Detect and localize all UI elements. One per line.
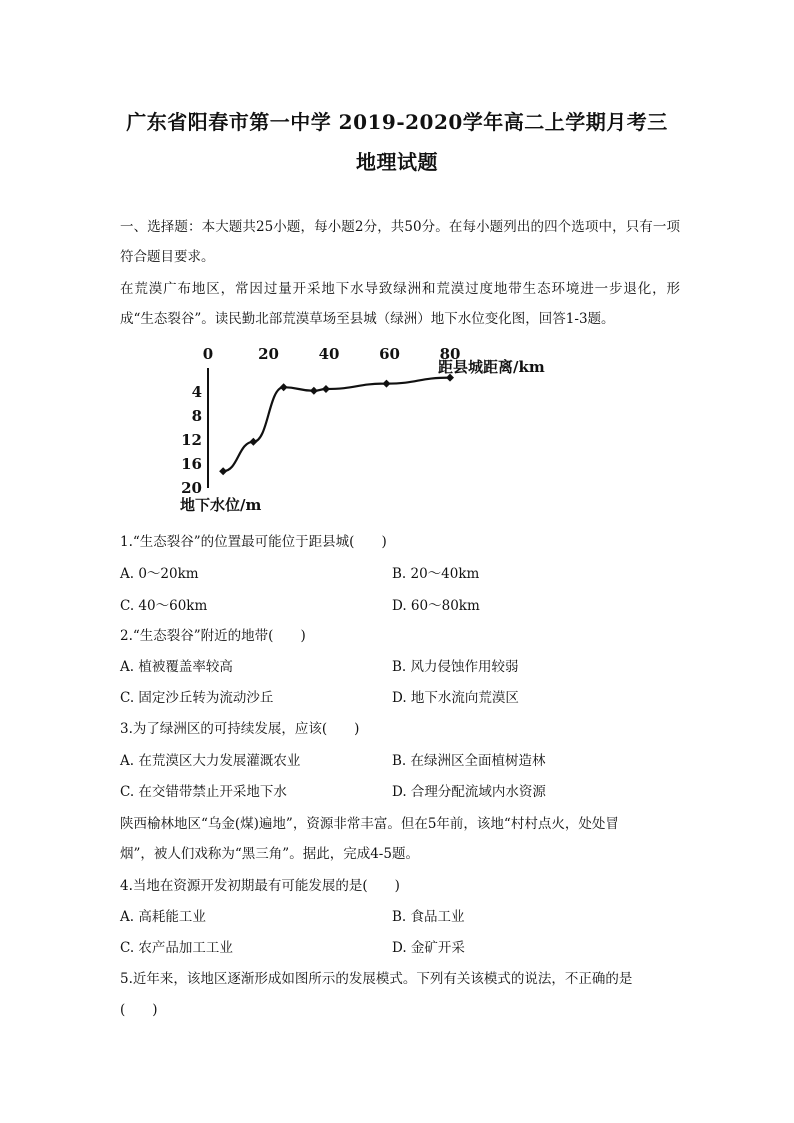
question-4: 4.当地在资源开发初期最有可能发展的是( ) <box>120 878 400 894</box>
q2-option-c[interactable]: C. 固定沙丘转为流动沙丘 <box>120 690 274 706</box>
material-2-line-2: 烟”，被人们戏称为“黑三角”。据此，完成4-5题。 <box>120 846 419 862</box>
y-tick-label: 4 <box>191 383 202 401</box>
y-axis-label: 地下水位/m <box>180 496 262 514</box>
material-1-text: 在荒漠广布地区，常因过量开采地下水导致绿洲和荒漠过度地带生态环境进一步退化，形成“生态裂谷”。读民勤北部荒漠草场至县城（绿洲）地下水位变化图，回答1-3题。 <box>120 281 680 327</box>
q4-option-a[interactable]: A. 高耗能工业 <box>120 909 206 925</box>
q3-option-a[interactable]: A. 在荒漠区大力发展灌溉农业 <box>120 753 301 769</box>
q2-option-d[interactable]: D. 地下水流向荒漠区 <box>392 690 519 706</box>
x-tick-label: 0 <box>202 345 214 363</box>
groundwater-chart <box>178 340 598 516</box>
q4-option-b[interactable]: B. 食品工业 <box>392 909 465 925</box>
question-5: 5.近年来，该地区逐渐形成如图所示的发展模式。下列有关该模式的说法，不正确的是 <box>120 971 633 987</box>
x-tick-label: 60 <box>379 345 400 363</box>
q2-option-a[interactable]: A. 植被覆盖率较高 <box>120 659 233 675</box>
data-point <box>219 467 227 475</box>
x-tick-label: 40 <box>318 345 340 363</box>
question-3: 3.为了绿洲区的可持续发展，应该( ) <box>120 721 360 737</box>
data-point <box>280 383 288 391</box>
question-5-cont: ( ) <box>120 1002 158 1018</box>
q4-option-c[interactable]: C. 农产品加工工业 <box>120 940 233 956</box>
q1-option-a[interactable]: A. 0～20km <box>120 566 199 582</box>
q3-option-d[interactable]: D. 合理分配流域内水资源 <box>392 784 546 800</box>
q3-option-b[interactable]: B. 在绿洲区全面植树造林 <box>392 753 546 769</box>
question-2: 2.“生态裂谷”附近的地带( ) <box>120 628 306 644</box>
groundwater-curve <box>223 378 450 472</box>
section-intro: 一、选择题：本大题共25小题，每小题2分，共50分。在每小题列出的四个选项中，只有一项符合题目要求。 <box>120 219 680 265</box>
q3-option-c[interactable]: C. 在交错带禁止开采地下水 <box>120 784 287 800</box>
q1-option-d[interactable]: D. 60～80km <box>392 598 480 614</box>
q4-option-d[interactable]: D. 金矿开采 <box>392 940 465 956</box>
x-tick-label: 80 <box>439 345 461 363</box>
q1-option-b[interactable]: B. 20～40km <box>392 566 480 582</box>
question-1: 1.“生态裂谷”的位置最可能位于距县城( ) <box>120 534 387 550</box>
data-point <box>310 387 318 395</box>
y-tick-label: 20 <box>181 479 202 497</box>
x-tick-label: 20 <box>258 345 279 363</box>
q2-option-b[interactable]: B. 风力侵蚀作用较弱 <box>392 659 519 675</box>
data-point <box>382 380 390 388</box>
title-line-1: 广东省阳春市第一中学 2019-2020学年高二上学期月考三 <box>126 110 668 134</box>
y-tick-label: 16 <box>181 455 202 473</box>
data-point <box>322 385 330 393</box>
title-line-2: 地理试题 <box>356 150 438 174</box>
material-2-line-1: 陕西榆林地区“乌金(煤)遍地”，资源非常丰富。但在5年前，该地“村村点火，处处冒 <box>120 816 619 832</box>
q1-option-c[interactable]: C. 40～60km <box>120 598 208 614</box>
y-tick-label: 12 <box>181 431 202 449</box>
y-tick-label: 8 <box>191 407 202 425</box>
x-axis-label: 距县城距离/km <box>438 358 545 376</box>
data-point <box>249 438 257 446</box>
